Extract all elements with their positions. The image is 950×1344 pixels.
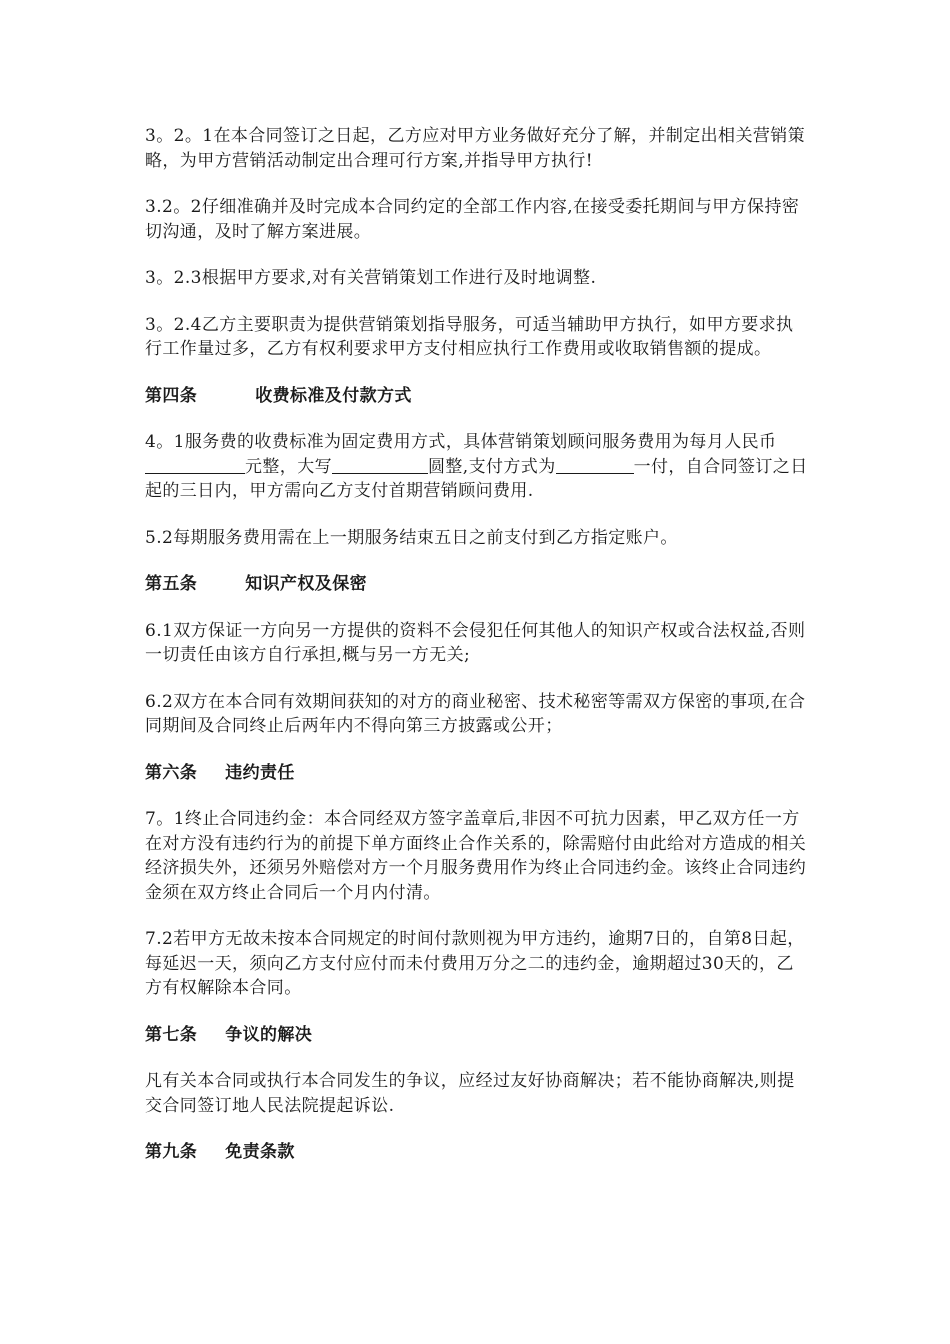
payment-method-blank: [556, 455, 634, 474]
article-5-title: 知识产权及保密: [245, 574, 368, 594]
article-5-number: 第五条: [145, 574, 198, 594]
clause-5-2: 5.2每期服务费用需在上一期服务结束五日之前支付到乙方指定账户。: [145, 527, 678, 548]
article-4-heading: [145, 384, 810, 409]
contract-page: [145, 124, 810, 1187]
article-6-heading: [145, 761, 810, 786]
clause-4-1-text-d: 一付，自合同签订之日起的三日内，甲方需向乙方支付首期营销顾问费用.: [145, 456, 808, 501]
article-9-heading: [145, 1140, 810, 1165]
article-4-title: 收费标准及付款方式: [255, 385, 412, 406]
clause-4-1: [145, 430, 810, 504]
clause-4-1-text-a: 4。1服务费的收费标准为固定费用方式，具体营销策划顾问服务费用为每月人民币: [145, 432, 777, 452]
article-9-number: 第九条: [145, 1142, 198, 1162]
clause-4-1-text-c: 圆整,支付方式为: [428, 456, 556, 477]
amount-blank: [145, 455, 245, 474]
clause-7-2: 7.2若甲方无故未按本合同规定的时间付款则视为甲方违约，逾期7日的，自第8日起，每延迟一天，须向乙方支付应付而未付费用万分之二的违约金，逾期超过30天的，乙方有权解除本合同。: [145, 929, 805, 998]
article-6-title: 违约责任: [225, 762, 295, 783]
clause-4-1-text-b: 元整，大写: [245, 456, 332, 477]
amount-words-blank: [332, 455, 428, 474]
clause-6-1: 6.1双方保证一方向另一方提供的资料不会侵犯任何其他人的知识产权或合法权益,否则一切责任由该方自行承担,概与另一方无关;: [145, 620, 806, 665]
article-7-title: 争议的解决: [225, 1024, 313, 1045]
clause-3-2-1: 3。2。1在本合同签订之日起，乙方应对甲方业务做好充分了解，并制定出相关营销策略，为甲方营销活动制定出合理可行方案,并指导甲方执行!: [145, 126, 806, 171]
clause-3-2-3: 3。2.3根据甲方要求,对有关营销策划工作进行及时地调整.: [145, 268, 597, 288]
article-6-number: 第六条: [145, 762, 198, 783]
dispute-clause: 凡有关本合同或执行本合同发生的争议，应经过友好协商解决；若不能协商解决,则提交合同签订地人民法院提起诉讼.: [145, 1071, 795, 1116]
article-5-heading: [145, 572, 810, 597]
clause-3-2-2: 3.2。2仔细准确并及时完成本合同约定的全部工作内容,在接受委托期间与甲方保持密切沟通，及时了解方案进展。: [145, 197, 800, 242]
article-7-heading: [145, 1023, 810, 1048]
article-4-number: 第四条: [145, 385, 198, 406]
article-7-number: 第七条: [145, 1024, 198, 1045]
clause-6-2: 6.2双方在本合同有效期间获知的对方的商业秘密、技术秘密等需双方保密的事项,在合同期间及合同终止后两年内不得向第三方披露或公开；: [145, 691, 806, 736]
clause-3-2-4: 3。2.4乙方主要职责为提供营销策划指导服务，可适当辅助甲方执行，如甲方要求执行工作量过多，乙方有权利要求甲方支付相应执行工作费用或收取销售额的提成。: [145, 314, 794, 359]
article-9-title: 免责条款: [225, 1142, 295, 1162]
clause-7-1: 7。1终止合同违约金：本合同经双方签字盖章后,非因不可抗力因素，甲乙双方任一方在对方没有违约行为的前提下单方面终止合作关系的，除需赔付由此给对方造成的相关经济损失外，还须另外赔偿对方一个月服务费用作为终止合同违约金。该终止合同违约金须在双方终止合同后一个月内付清。: [145, 809, 807, 903]
